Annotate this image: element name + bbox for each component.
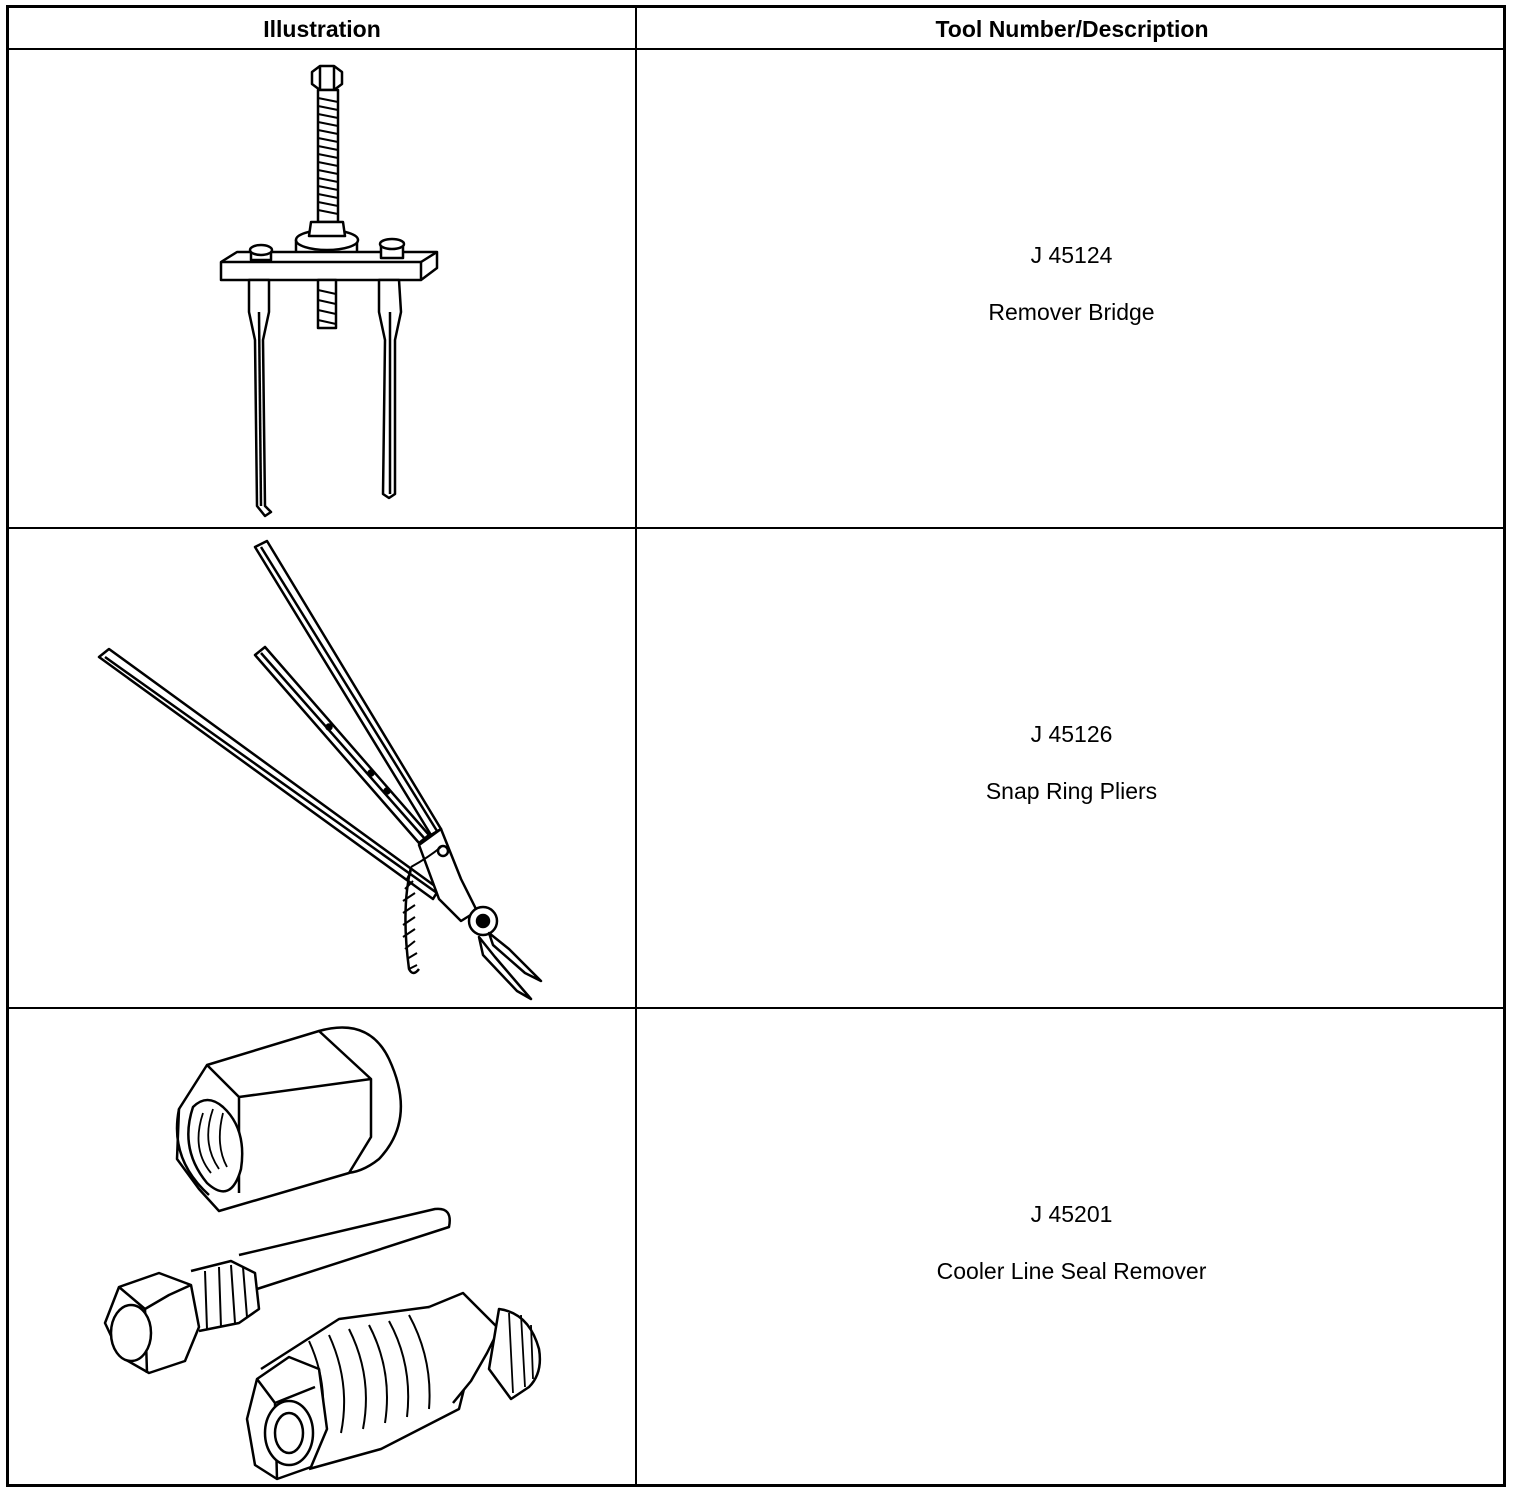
header-illustration: Illustration	[263, 15, 381, 42]
tool-number: J 45201	[1030, 1200, 1113, 1227]
tool-description: Remover Bridge	[988, 298, 1155, 325]
tools-table	[6, 5, 1506, 1487]
tool-number: J 45124	[1030, 241, 1113, 268]
tool-description: Cooler Line Seal Remover	[936, 1257, 1207, 1284]
cooler-line-seal-remover-illustration	[9, 1009, 635, 1485]
header-tool-number-description: Tool Number/Description	[935, 15, 1209, 42]
tool-number: J 45126	[1030, 720, 1113, 747]
snap-ring-pliers-illustration	[9, 529, 635, 1005]
tool-row-3	[637, 1009, 1506, 1486]
remover-bridge-illustration	[9, 50, 635, 526]
tool-row-1	[637, 50, 1506, 527]
tool-row-2	[637, 529, 1506, 1006]
tool-description: Snap Ring Pliers	[985, 777, 1158, 804]
